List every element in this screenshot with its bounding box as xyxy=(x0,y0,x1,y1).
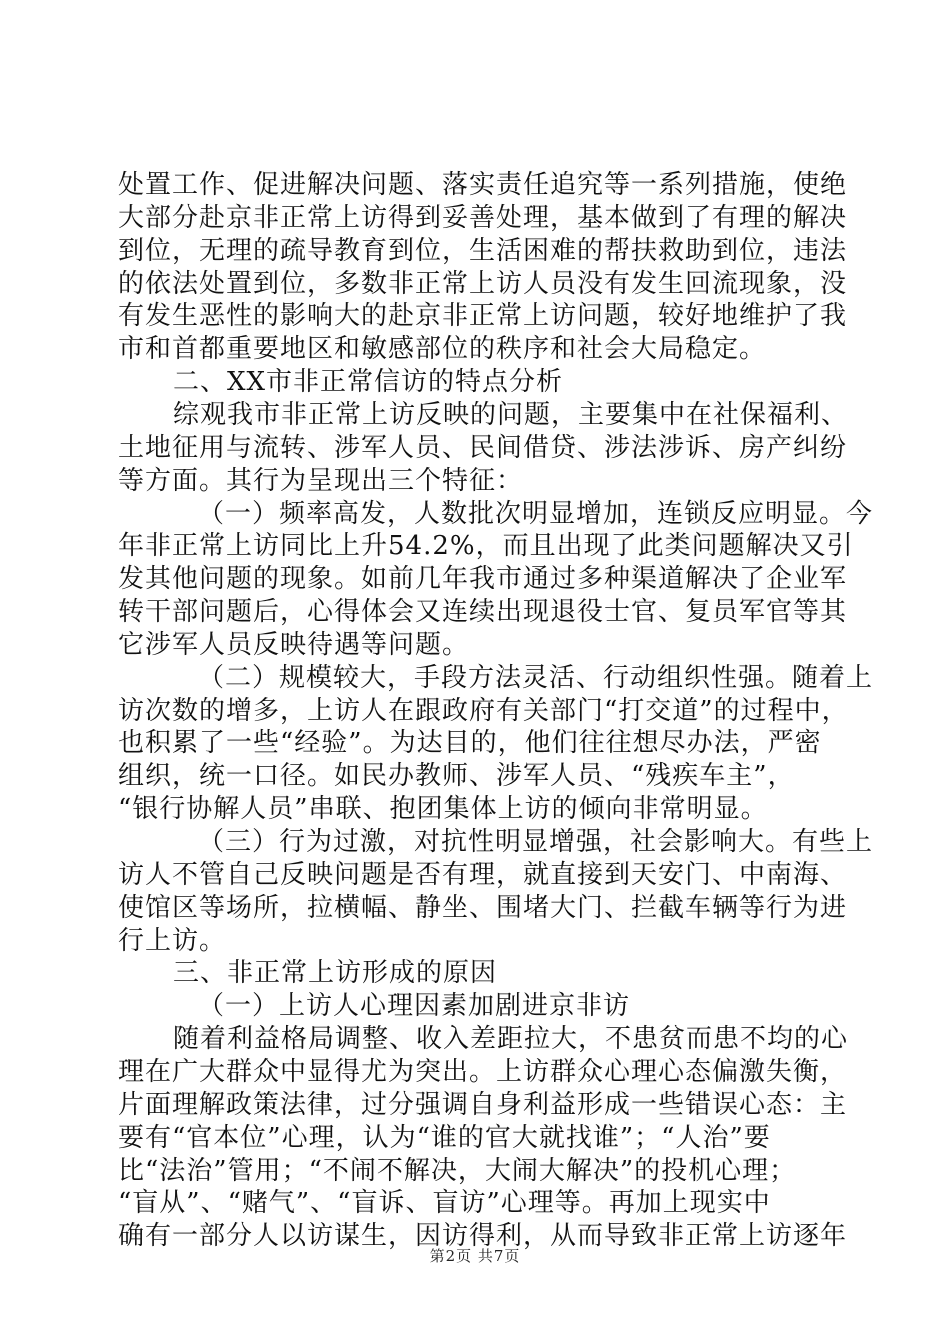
text-line: 转干部问题后，心得体会又连续出现退役士官、复员军官等其 xyxy=(118,597,848,628)
text-line: 市和首都重要地区和敏感部位的秩序和社会大局稳定。 xyxy=(118,334,767,365)
text-line: 土地征用与流转、涉军人员、民间借贷、涉法涉诉、房产纠纷 xyxy=(118,432,848,463)
text-line: 使馆区等场所，拉横幅、静坐、围堵大门、拦截车辆等行为进 xyxy=(118,892,848,923)
text-line: 要有“官本位”心理，认为“谁的官大就找谁”；“人治”要 xyxy=(118,1122,771,1153)
text-line: （一）上访人心理因素加剧进京非访 xyxy=(198,991,631,1022)
text-line: 也积累了一些“经验”。为达目的，他们往往想尽办法，严密 xyxy=(118,728,822,759)
text-line: 随着利益格局调整、收入差距拉大，不患贫而患不均的心 xyxy=(173,1024,849,1055)
page-footer: 第2页 共7页 xyxy=(429,1247,521,1265)
text-line: 大部分赴京非正常上访得到妥善处理，基本做到了有理的解决 xyxy=(118,202,848,233)
text-line: 综观我市非正常上访反映的问题，主要集中在社保福利、 xyxy=(173,399,849,430)
text-line: 访次数的增多，上访人在跟政府有关部门“打交道”的过程中， xyxy=(118,695,849,726)
text-line: 理在广大群众中显得尤为突出。上访群众心理心态偏激失衡， xyxy=(118,1056,848,1087)
text-line: 行上访。 xyxy=(118,925,227,956)
text-line: 发其他问题的现象。如前几年我市通过多种渠道解决了企业军 xyxy=(118,564,848,595)
text-line: 的依法处置到位，多数非正常上访人员没有发生回流现象，没 xyxy=(118,268,848,299)
text-line: （一）频率高发，人数批次明显增加，连锁反应明显。今 xyxy=(198,498,874,529)
text-line: 处置工作、促进解决问题、落实责任追究等一系列措施，使绝 xyxy=(118,170,848,200)
text-line: 二、XX市非正常信访的特点分析 xyxy=(173,367,564,398)
text-line: 它涉军人员反映待遇等问题。 xyxy=(118,629,470,660)
text-line: 访人不管自己反映问题是否有理，就直接到天安门、中南海、 xyxy=(118,859,848,890)
text-line: 片面理解政策法律，过分强调自身利益形成一些错误心态：主 xyxy=(118,1089,848,1120)
text-line: 确有一部分人以访谋生，因访得利，从而导致非正常上访逐年 xyxy=(118,1221,848,1252)
text-line: （二）规模较大，手段方法灵活、行动组织性强。随着上 xyxy=(198,662,874,693)
text-line: 有发生恶性的影响大的赴京非正常上访问题，较好地维护了我 xyxy=(118,301,848,332)
text-line: 等方面。其行为呈现出三个特征： xyxy=(118,465,524,496)
text-line: “银行协解人员”串联、抱团集体上访的倾向非常明显。 xyxy=(118,794,768,825)
text-line: 比“法治”管用；“不闹不解决，大闹大解决”的投机心理； xyxy=(118,1155,797,1186)
text-line: （三）行为过激，对抗性明显增强，社会影响大。有些上 xyxy=(198,827,874,857)
text-line: 年非正常上访同比上升54.2%，而且出现了此类问题解决又引 xyxy=(118,531,854,562)
text-line: “盲从”、“赌气”、“盲诉、盲访”心理等。再加上现实中 xyxy=(118,1188,771,1219)
text-line: 到位，无理的疏导教育到位，生活困难的帮扶救助到位，违法 xyxy=(118,235,848,266)
text-line: 组织，统一口径。如民办教师、涉军人员、“残疾车主”， xyxy=(118,761,795,792)
text-line: 三、非正常上访形成的原因 xyxy=(173,958,498,989)
